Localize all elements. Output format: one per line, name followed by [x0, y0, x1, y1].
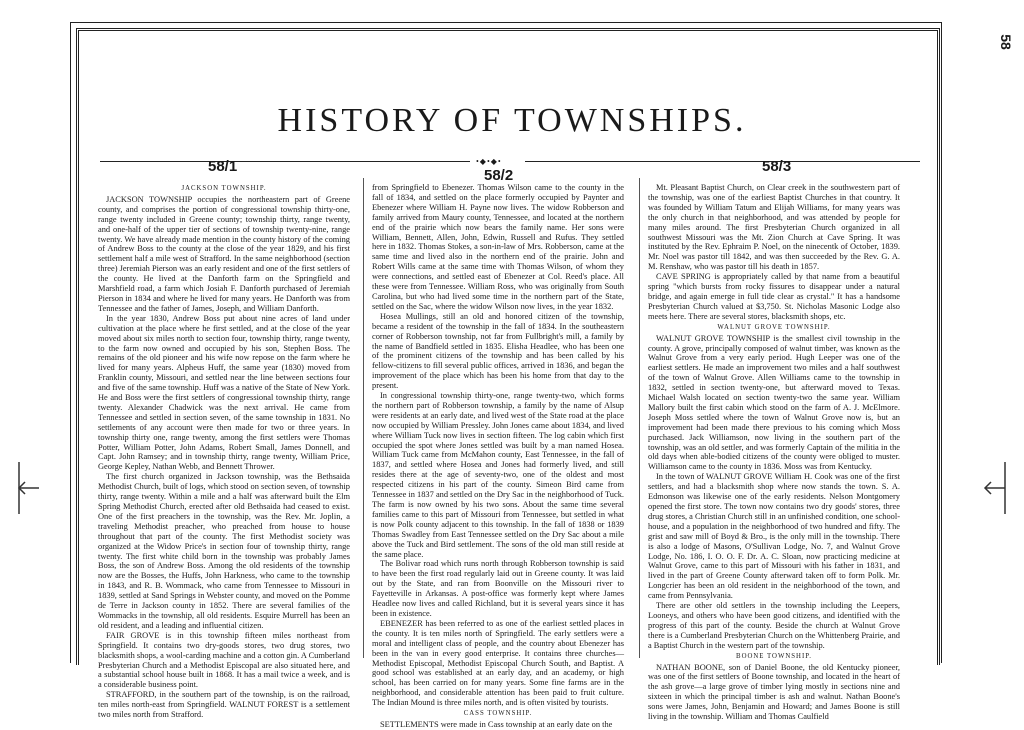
section-heading: JACKSON TOWNSHIP.	[181, 185, 267, 192]
paragraph: There are other old settlers in the township including the Leepers, Looneys, and others who have been good citizens, and identified with the progress of this part of the county. Beside the church at Walnut Grove there is a Cumberland Presbyterian Church on the Whittenberg Prairie, and a Baptist Church in the western part of the township.	[648, 601, 900, 650]
column-divider	[363, 178, 364, 658]
paragraph: from Springfield to Ebenezer. Thomas Wilson came to the county in the fall of 1834, and settled on the place formerly occupied by Paynter and Ebenezer where William H. Payne now lives. The widow Robberson and family arrived from Maury county, Tennessee, and located at the northern end of the prairie which now bears the family name. Her sons were William, Bennett, Allen, John, Edwin, Russell and Rufus. They settled here in 1832. Thomas Stokes, a son-in-law of Mrs. Robberson, came at the same time and lived also in the northern end of the prairie. John and Robert Wills came at the same time with Thomas Wilson, of whom they were connections, and settled east of Ebenezer at Col. Reed's place. All these were from Tennessee. William Ross, who was originally from South Carolina, but who had lived some time in the northern part of the State, settled on the Sac, where the widow Wilson now lives, in the year 1832.	[372, 183, 624, 311]
right-arrow-icon[interactable]	[983, 458, 1009, 518]
title-rule-left	[100, 161, 470, 162]
paragraph: NATHAN BOONE, son of Daniel Boone, the old Kentucky pioneer, was one of the first settlers of Boone township, and located in the heart of the ash grove—a large grove of timber lying mostly in sections nine and sixteen in which the principal timber is ash and walnut. Nathan Boone's sons were James, John, Benjamin and Howard; and James Boone is still living in the township. William and Thomas Caulfield	[648, 662, 900, 722]
paragraph: FAIR GROVE is in this township fifteen miles northeast from Springfield. It contains two dry-goods stores, two drug stores, two blacksmith shops, a wool-carding machine and a cotton gin. A Cumberland Presbyterian Church and a Methodist Episcopal are also situated here, and a substantial school house built in 1868. It has a mail twice a week, and is a considerable business point.	[98, 630, 350, 690]
paragraph: The first church organized in Jackson township, was the Bethsaida Methodist Church, built of logs, which stood on section seven, of township thirty, range twenty. Within a mile and a half was afterward built the Elm Spring Methodist Church, erected after old Bethsaida had ceased to exist. One of the first preachers in the township, was the Rev. Mr. Joplin, a traveling Methodist preacher, who preached from house to house throughout that part of the county. The first Methodist society was organized at the Widow Price's in section four of township thirty, range twenty. The first white child born in the township was probably James Boss, the son of Andrew Boss. Among the old residents of the township now are the Bosses, the Huffs, John Harkness, who came to the township in 1843, and R. B. Wommack, who came from Tennessee to Missouri in 1839, settled at Sand Springs in Webster county, and moved on the Pomme de Terre in Jackson county in 1852. There are several families of the Wommacks in the township, all old residents. Esquire Murrell has been an old resident, and a leading and influential citizen.	[98, 472, 350, 630]
section-heading: BOONE TOWNSHIP.	[736, 652, 812, 660]
paragraph: STRAFFORD, in the southern part of the township, is on the railroad, ten miles north-east from Springfield. WALNUT FOREST is a settlement two miles north from Strafford.	[98, 690, 350, 720]
paragraph: Hosea Mullings, still an old and honored citizen of the township, became a resident of the township in the fall of 1834. In the southeastern corner of Robberson township, not far from Fullbright's mill, a family by the name of Bandfield settled in 1835. Elisha Headlee, who has been one of the prominent citizens of the township and has been called by his fellow-citizens to fill several public offices, arrived in 1836, and began the improvement of the place which has been his home from that day to the present.	[372, 311, 624, 391]
section-label-3: 58/3	[762, 158, 792, 175]
paragraph: EBENEZER has been referred to as one of the earliest settled places in the county. It is ten miles north of Springfield. The early settlers were a moral and intelligent class of people, and the country about Ebenezer has been in the van in every good enterprise. It contains three churches—Methodist Episcopal, Methodist Episcopal Church South, and Baptist. A good school was established at an early day, and an academy, or high school, has been carried on for many years. Some fine farms are in the neighborhood, and considerable attention has been paid to fruit culture. The Indian Mound is three miles north, and is often visited by tourists.	[372, 618, 624, 708]
paragraph: Mt. Pleasant Baptist Church, on Clear creek in the southwestern part of the township, was one of the earliest Baptist Churches in that country. It was founded by William Tatum and Elijah Williams, for many years was the only church in that neighborhood, and was attended by people for many miles around. The first Presbyterian Church organized in all southwest Missouri was the Mt. Zion Church at Cave Spring. It was instituted by the Rev. Ephraim P. Noel, on the ninecentk of October, 1839. Mr. Noel was pastor till 1842, and was then succeeded by the Rev. G. A. M. Renshaw, who was pastor till his death in 1857.	[648, 183, 900, 272]
text-column-1	[98, 183, 350, 720]
paragraph: SETTLEMENTS were made in Cass township at an early date on the	[380, 719, 613, 729]
paragraph: In the year 1830, Andrew Boss put about nine acres of land under cultivation at the place where he first settled, and at the close of the year moved about six miles north to section four, township thirty, range twenty, to the farm now owned and occupied by his son, Stephen Boss. The remains of the old pioneer and his wife now repose on the farm where he lived for many years. Alpheus Huff, the same year (1830) moved from Franklin county, Missouri, and settled near the line between sections four and five of the same township. Huff was a native of the State of New York. He and Boss were the first settlers of congressional township thirty, range twenty. Alexander Chadwick was the next arrival. He came from Tennessee and settled in section seven, of the same township in 1831. No settlements of any account were then made for two or three years. In township thirty one, range twenty, among the first settlers were Thomas Potter, William Potter, John Adams, Robert Small, James Donnell, and Capt. John Ramsey; and in township thirty, range twenty, William Price, George Kepley, Nathan Webb, and Bennett Thrower.	[98, 313, 350, 472]
column-divider	[639, 178, 640, 658]
page-title: HISTORY OF TOWNSHIPS.	[277, 102, 747, 139]
left-arrow-icon[interactable]	[15, 458, 41, 518]
section-label-2: 58/2	[484, 167, 514, 184]
paragraph: In congressional township thirty-one, range twenty-two, which forms the northern part of Robberson township, a family by the name of Alsup were residents at an early date, and lived west of the State road at the place now occupied by William Pressley. John Jones came about 1834, and lived where William Tuck now lives in section fifteen. The log cabin which first occupied the spot where Jones settled was built by a man named Hosea. William Tuck came from McMahon county, East Tennessee, in the fall of 1837, and settled where Hosea and Jones had formerly lived, and still resides there at the age of seventy-two, one of the oldest and most respected citizens in his part of the county. Simeon Bird came from Tennessee in 1837 and settled on the Dry Sac in the neighborhood of Tuck. The farm is now owned by his two sons. About the same time several families came to this part of Missouri from Tennessee, but settled in what is now Polk county adjacent to this township. In the fall of 1838 or 1839 Thomas Swadley from East Tennessee settled on the Dry Sac about a mile above the Tuck and Bird settlement. The sons of the old man still reside at the same place.	[372, 391, 624, 559]
text-column-2	[372, 183, 624, 729]
section-label-1: 58/1	[208, 158, 238, 175]
paragraph: In the town of WALNUT GROVE William H. Cook was one of the first settlers, and had a blacksmith shop where now stands the town. S. A. Edmonson was likewise one of the early residents. Nelson Montgomery opened the first store. The town now contains two dry goods' stores, three drug stores, a Christian Church still in an unfinished condition, one school-house, and a population in the neighborhood of two hundred and fifty. The grist and saw mill of Boyd & Bro., is the only mill in the township. There is also a lodge of Masons, O'Sullivan Lodge, No. 7, and Walnut Grove Lodge, No. 186, I. O. O. F. Dr. A. C. Sloan, now practicing medicine at Walnut Grove, came to this part of Missouri with his father in 1831, and lived in the part of Greene County afterward taken off to form Polk. Mr. Longcrier has been an old resident in the neighborhood of the town, and came from Pennsylvania.	[648, 472, 900, 601]
section-heading: CASS TOWNSHIP.	[463, 710, 533, 718]
paragraph: WALNUT GROVE TOWNSHIP is the smallest civil township in the county. A grove, principally composed of walnut timber, was known as the Walnut Grove from a very early period. Hugh Leeper was one of the earliest settlers. He made an improvement two miles and a half southwest of the town of Walnut Grove. Allen Williams came to the township in 1832, settled in section twenty-one, but afterward moved to Texas. Michael Walsh located on section twenty-two the same year. William Mallory built the first cabin which stood on the farm of A. J. McElmore. Joseph Moss settled where the town of Walnut Grove now is, but an improvement had been made there previous to his coming which Moss purchased. Jack Williamson, now living in the southern part of the township, was an old settler, and was formerly Captain of the militia in the old days when able-bodied citizens of the county were obliged to muster. Williamson came to the county in 1836. Moss was from Kentucky.	[648, 333, 900, 472]
paragraph: The Bolivar road which runs north through Robberson township is said to have been the first road regularly laid out in Greene county. It was laid out by the State, and ran from Boonville on the Missouri river to Fayetteville in Arkansas. A post-office was formerly kept where James Headlee now lives and called Richland, but it is several years since it has been in existence.	[372, 559, 624, 618]
page-number: 58	[998, 34, 1015, 50]
title-rule-right	[525, 161, 920, 162]
text-column-3	[648, 183, 900, 722]
paragraph: JACKSON TOWNSHIP occupies the northeastern part of Greene county, and comprises the portion of congressional township thirty-one, range twenty included in Greene county; township thirty, range twenty, and one-half of the upper tier of sections of township twenty-nine, range twenty. We have already made mention in the county history of the coming of Andrew Boss to the county at the close of the year 1829, and his first settlement half a mile west of Strafford. In the same neighborhood (section three) Jeremiah Pierson was an early resident and one of the first settlers of the county. He lived at the Danforth farm on the Springfield and Marshfield road, a farm which Josiah F. Danforth purchased of Jeremiah Pierson in 1834 and where he lived for many years. He Danforth was from Tennessee and the father of James, Joseph, and William Danforth.	[98, 194, 350, 313]
ornament: •◆•◆•	[476, 157, 502, 166]
section-heading: WALNUT GROVE TOWNSHIP.	[717, 323, 831, 331]
paragraph: CAVE SPRING is appropriately called by that name from a beautiful spring "which bursts from rocky fissures to disappear under a natural bridge, and again emerge in full tide clear as crystal." It has a handsome Presbyterian Church valued at $3,750. St. Nicholas Masonic Lodge also meets here. There are several stores, blacksmith shops, etc.	[648, 272, 900, 321]
